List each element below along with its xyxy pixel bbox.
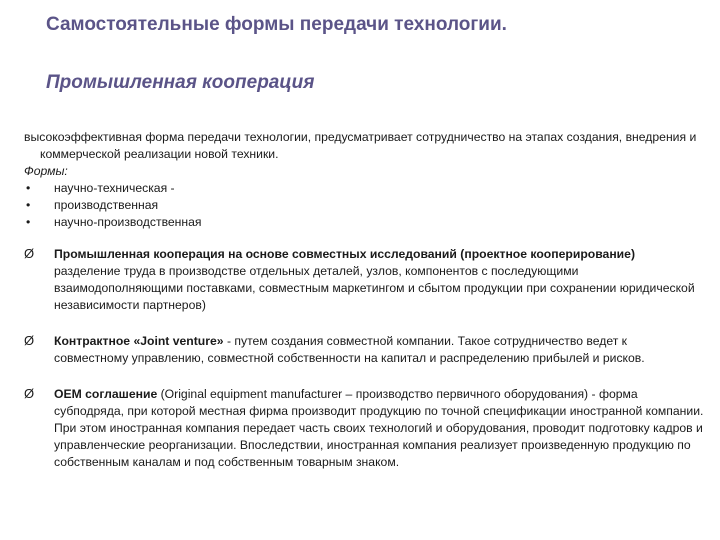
list-item [24, 197, 704, 214]
slide-subtitle: Промышленная кооперация [46, 72, 315, 93]
point-text: - путем создания совместной компании. Такое сотрудничество ведет к совместному управлению, совместной собственности на капитал и распределению прибылей и рисков. [54, 334, 645, 365]
point-heading: Контрактное «Joint venture» [54, 334, 224, 348]
forms-label: Формы: [24, 164, 68, 178]
bullet-icon: • [26, 215, 31, 229]
point-oem-agreement [24, 386, 704, 471]
form-item-label: научно-производственная [54, 215, 202, 229]
point-text: разделение труда в производстве отдельных деталей, узлов, компонентов с последующими взаимодополняющими поставками, совместным маркетингом и сбытом продукции при сохранении юридической независимости партнеров) [54, 264, 695, 312]
arrow-bullet-icon: Ø [24, 333, 35, 348]
bullet-icon: • [26, 181, 31, 195]
point-joint-venture [24, 333, 704, 367]
arrow-bullet-icon: Ø [24, 246, 35, 261]
slide-body [24, 129, 704, 471]
point-heading: OEM соглашение [54, 387, 158, 401]
form-item-label: производственная [54, 198, 159, 212]
forms-list [24, 180, 704, 231]
arrow-bullet-icon: Ø [24, 386, 35, 401]
list-item [24, 214, 704, 231]
bullet-icon: • [26, 198, 31, 212]
form-item-label: научно-техническая - [54, 181, 175, 195]
point-heading: Промышленная кооперация на основе совместных исследований (проектное кооперирование) [54, 247, 636, 261]
slide-title: Самостоятельные формы передачи технологии. [46, 14, 507, 35]
list-item [24, 180, 704, 197]
point-text: (Original equipment manufacturer – производство первичного оборудования) - форма субподряда, при которой местная фирма производит продукцию по точной спецификации иностранной компании. При этом иностранная компания передает часть своих технологий и оборудования, проводит подготовку кадров и управленческие реорганизации. Впоследствии, иностранная компания реализует произведенную продукцию по собственным каналам и под собственным товарным знаком. [54, 387, 704, 469]
intro-paragraph: высокоэффективная форма передачи технологии, предусматривает сотрудничество на этапах создания, внедрения и коммерческой реализации новой техники. [24, 130, 697, 161]
point-industrial-cooperation [24, 246, 704, 314]
